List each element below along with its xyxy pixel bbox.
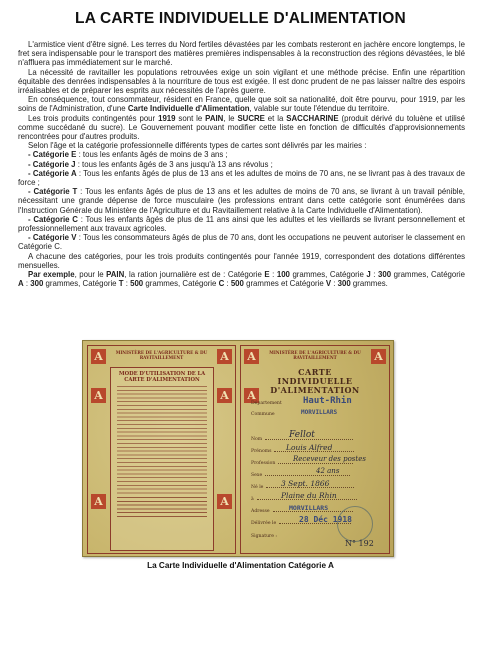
paragraph-consequence: En conséquence, tout consommateur, résident en France, quelle que soit sa nationalité, doit être pourvu, pour 1919, par les soins de l'Administration, d'une Carte Individuelle d'Alimentation, valable sur toute l'étendue du territoire. — [18, 95, 465, 114]
category-j: - Catégorie J : tous les enfants âgés de 3 ans jusqu'à 13 ans révolus ; — [28, 159, 273, 169]
field-delivre: Délivrée le — [251, 521, 381, 526]
category-letter-top-right: A — [217, 349, 232, 364]
category-e: - Catégorie E : tous les enfants âgés de moins de 3 ans ; — [28, 150, 228, 160]
paragraph-exemple: Par exemple, pour le PAIN, la ration journalière est de : Catégorie E : 100 grammes, Catégorie J : 300 grammes, Catégorie A : 300 grammes, Catégorie T : 500 grammes, Catégorie C : 500 grammes et Catégorie V : 300 grammes. — [18, 270, 465, 289]
field-departement: Département — [251, 401, 282, 406]
card-title: CARTE INDIVIDUELLE D'ALIMENTATION — [270, 367, 360, 395]
usage-instructions-title: MODE D'UTILISATION DE LA CARTE D'ALIMENTATION — [118, 371, 206, 383]
category-letter-low-left: A — [91, 494, 106, 509]
field-prenoms: Prénoms — [251, 449, 381, 454]
field-adresse: Adresse — [251, 509, 381, 514]
stamp-departement: Haut-Rhin — [303, 396, 352, 406]
handwritten-prenoms: Louis Alfred — [286, 443, 333, 452]
stamp-commune: MORVILLARS — [301, 409, 338, 416]
category-letter-right-top-left: A — [244, 349, 259, 364]
handwritten-age: 42 ans — [316, 467, 340, 475]
stamp-date: 28 Déc 1918 — [299, 515, 352, 524]
town-hall-seal — [337, 506, 373, 542]
category-t: - Catégorie T : Tous les enfants âgés de plus de 13 ans et les adultes de moins de 70 ans, se livrant à un travail pénible, nécessitant une grande dépense de force musculaire (les professions entrant dans cette catégorie sont énumérées dans l'Instruction Générale du Ministère de l'Agriculture et du Ravitaillement relative à la Carte Individuelle d'Alimentation). — [18, 187, 465, 215]
card-right-panel — [240, 345, 390, 554]
usage-instructions-box — [110, 367, 214, 551]
article-body — [18, 40, 465, 288]
card-number: N° 192 — [345, 539, 374, 548]
field-ne-le: Né le — [251, 485, 381, 490]
handwritten-profession: Receveur des postes — [293, 455, 366, 463]
category-letter-low-right: A — [217, 494, 232, 509]
category-letter-mid-right: A — [217, 388, 232, 403]
card-left-panel — [87, 345, 236, 554]
field-signature: Signature : — [251, 534, 277, 539]
handwritten-nom: Fellot — [289, 430, 315, 440]
field-nom: Nom — [251, 437, 381, 442]
paragraph-armistice: L'armistice vient d'être signé. Les terres du Nord fertiles dévastées par les combats resteront en jachère encore longtemps, le fret sera indispensable pour le transport des matières premières indispensables à la reconstruction des régions dévastées, le blé n'affluera pas immédiatement sur le marché. — [18, 40, 465, 68]
category-letter-right-mid: A — [244, 388, 259, 403]
page-title: LA CARTE INDIVIDUELLE D'ALIMENTATION — [75, 10, 406, 27]
stamp-adresse: MORVILLARS — [289, 504, 329, 512]
field-lieu: à — [251, 497, 381, 502]
paragraph-produits: Les trois produits contingentés pour 1919 sont le PAIN, le SUCRE et la SACCHARINE (produit dérivé du toluène et utilisé comme succédané du sucre). Le Gouvernement pouvant modifier cette liste en fonction de difficultés d'approvisionnements rencontrées pour d'autres produits. — [18, 113, 465, 142]
field-sexe: Sexe — [251, 473, 381, 478]
category-letter-right-top-right: A — [371, 349, 386, 364]
paragraph-ravitailler: La nécessité de ravitailler les populations retrouvées exige un soin vigilant et une méthode précise. Enfin une répartition équitable des denrées indispensables à la nourriture de tous est exigée. Il est donc prudent de ne pas laisser naître des espoirs irréalisables et de préparer les esprits aux nécessités de l'après guerre. — [18, 67, 465, 96]
field-commune: Commune — [251, 412, 275, 417]
category-v: - Catégorie V : Tous les consommateurs âgés de plus de 70 ans, dont les occupations ne peuvent autoriser le classement en Catégorie C. — [18, 233, 465, 252]
paragraph-categories-intro: Selon l'âge et la catégorie professionnelle différents types de cartes sont délivrés par les mairies : — [28, 141, 367, 151]
handwritten-ne: 3 Sept. 1866 — [281, 479, 330, 488]
paragraph-dotations: A chacune des catégories, pour les trois produits contingentés pour l'année 1919, correspondent des dotations différentes mensuelles. — [18, 251, 465, 270]
usage-instructions-text — [117, 386, 207, 494]
handwritten-lieu: Plaine du Rhin — [281, 491, 337, 500]
ministry-header-left: MINISTÈRE DE L'AGRICULTURE & DU RAVITAILLEMENT — [115, 350, 208, 360]
category-letter-top-left: A — [91, 349, 106, 364]
field-profession: Profession — [251, 461, 381, 466]
figure-caption: La Carte Individuelle d'Alimentation Catégorie A — [147, 561, 334, 570]
ration-card-photo — [82, 340, 394, 557]
usage-instructions-footnote — [117, 497, 207, 519]
category-a: - Catégorie A : Tous les enfants âgés de plus de 13 ans et les adultes de moins de 70 ans, ne se livrant pas à des travaux de force ; — [18, 168, 465, 188]
category-letter-mid-left: A — [91, 388, 106, 403]
ministry-header-right: MINISTÈRE DE L'AGRICULTURE & DU RAVITAILLEMENT — [269, 350, 361, 360]
category-c: - Catégorie C : Tous les enfants âgés de plus de 11 ans ainsi que les adultes et les vieillards se livrant personnellement et professionnellement aux travaux agricoles. — [18, 214, 465, 234]
